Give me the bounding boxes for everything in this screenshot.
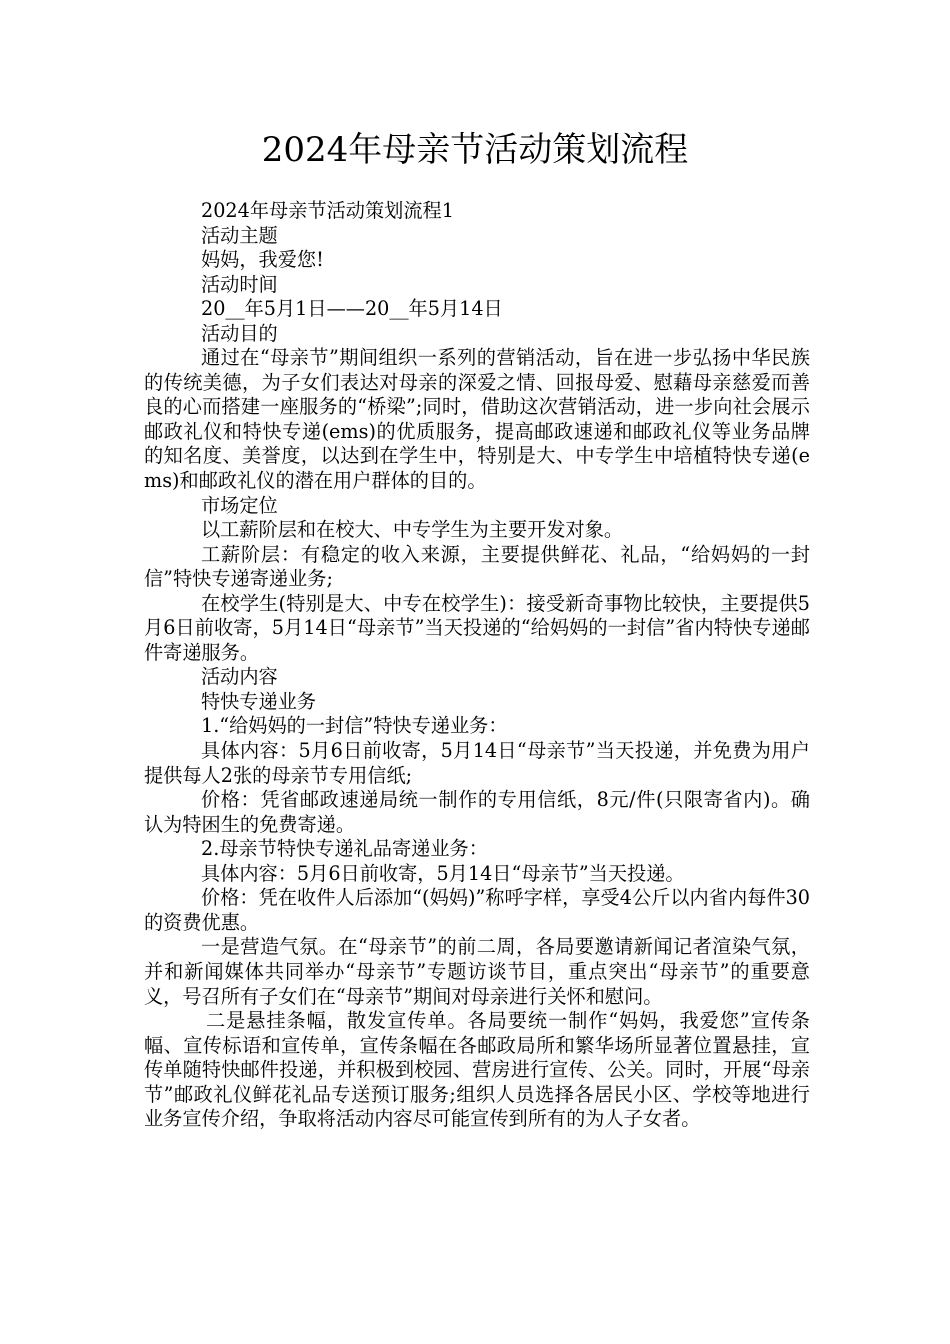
paragraph: 20__年5月1日——20__年5月14日 (201, 297, 503, 321)
document-body (144, 199, 810, 1132)
paragraph: 2.母亲节特快专递礼品寄递业务： (201, 837, 488, 861)
paragraph: 1.“给妈妈的一封信”特快专递业务： (201, 714, 508, 738)
paragraph: 在校学生(特别是大、中专在校学生)：接受新奇事物比较快，主要提供5月6日前收寄，5月14日“母亲节”当天投递的“给妈妈的一封信”省内特快专递邮件寄递服务。 (144, 591, 810, 664)
paragraph: 一是营造气氛。在“母亲节”的前二周，各局要邀请新闻记者渲染气氛，并和新闻媒体共同举办“母亲节”专题访谈节目，重点突出“母亲节”的重要意义，号召所有子女们在“母亲节”期间对母亲进行关怀和慰问。 (144, 935, 810, 1008)
paragraph: 以工薪阶层和在校大、中专学生为主要开发对象。 (201, 518, 624, 542)
paragraph: 具体内容：5月6日前收寄，5月14日“母亲节”当天投递，并免费为用户提供每人2张的母亲节专用信纸; (144, 739, 810, 787)
paragraph: 价格：凭省邮政速递局统一制作的专用信纸，8元/件(只限寄省内)。确认为特困生的免费寄递。 (144, 788, 810, 836)
section-heading: 活动时间 (201, 272, 278, 296)
paragraph: 2024年母亲节活动策划流程1 (201, 199, 454, 222)
document-title: 2024年母亲节活动策划流程 (261, 130, 689, 170)
section-heading: 活动主题 (201, 223, 278, 247)
paragraph: 价格：凭在收件人后添加“(妈妈)”称呼字样，享受4公斤以内省内每件30的资费优惠。 (144, 886, 810, 934)
paragraph: 二是悬挂条幅，散发宣传单。各局要统一制作“妈妈，我爱您”宣传条幅、宣传标语和宣传单，宣传条幅在各邮政局所和繁华场所显著位置悬挂，宣传单随特快邮件投递，并积极到校园、营房进行宣传、公关。同时，开展“母亲节”邮政礼仪鲜花礼品专送预订服务;组织人员选择各居民小区、学校等地进行业务宣传介绍，争取将活动内容尽可能宣传到所有的为人子女者。 (144, 1009, 810, 1131)
paragraph: 妈妈，我爱您! (201, 248, 324, 272)
paragraph: 通过在“母亲节”期间组织一系列的营销活动，旨在进一步弘扬中华民族的传统美德，为子女们表达对母亲的深爱之情、回报母爱、慰藉母亲慈爱而善良的心而搭建一座服务的“桥梁”;同时，借助这次营销活动，进一步向社会展示邮政礼仪和特快专递(ems)的优质服务，提高邮政速递和邮政礼仪等业务品牌的知名度、美誉度，以达到在学生中，特别是大、中专学生中培植特快专递(ems)和邮政礼仪的潜在用户群体的目的。 (144, 346, 810, 493)
section-heading: 市场定位 (201, 493, 278, 517)
paragraph: 具体内容：5月6日前收寄，5月14日“母亲节”当天投递。 (201, 861, 685, 885)
paragraph: 工薪阶层：有稳定的收入来源，主要提供鲜花、礼品，“给妈妈的一封信”特快专递寄递业务; (144, 542, 810, 591)
section-heading: 活动目的 (201, 321, 278, 345)
section-heading: 特快专递业务 (201, 689, 317, 713)
section-heading: 活动内容 (201, 665, 278, 689)
